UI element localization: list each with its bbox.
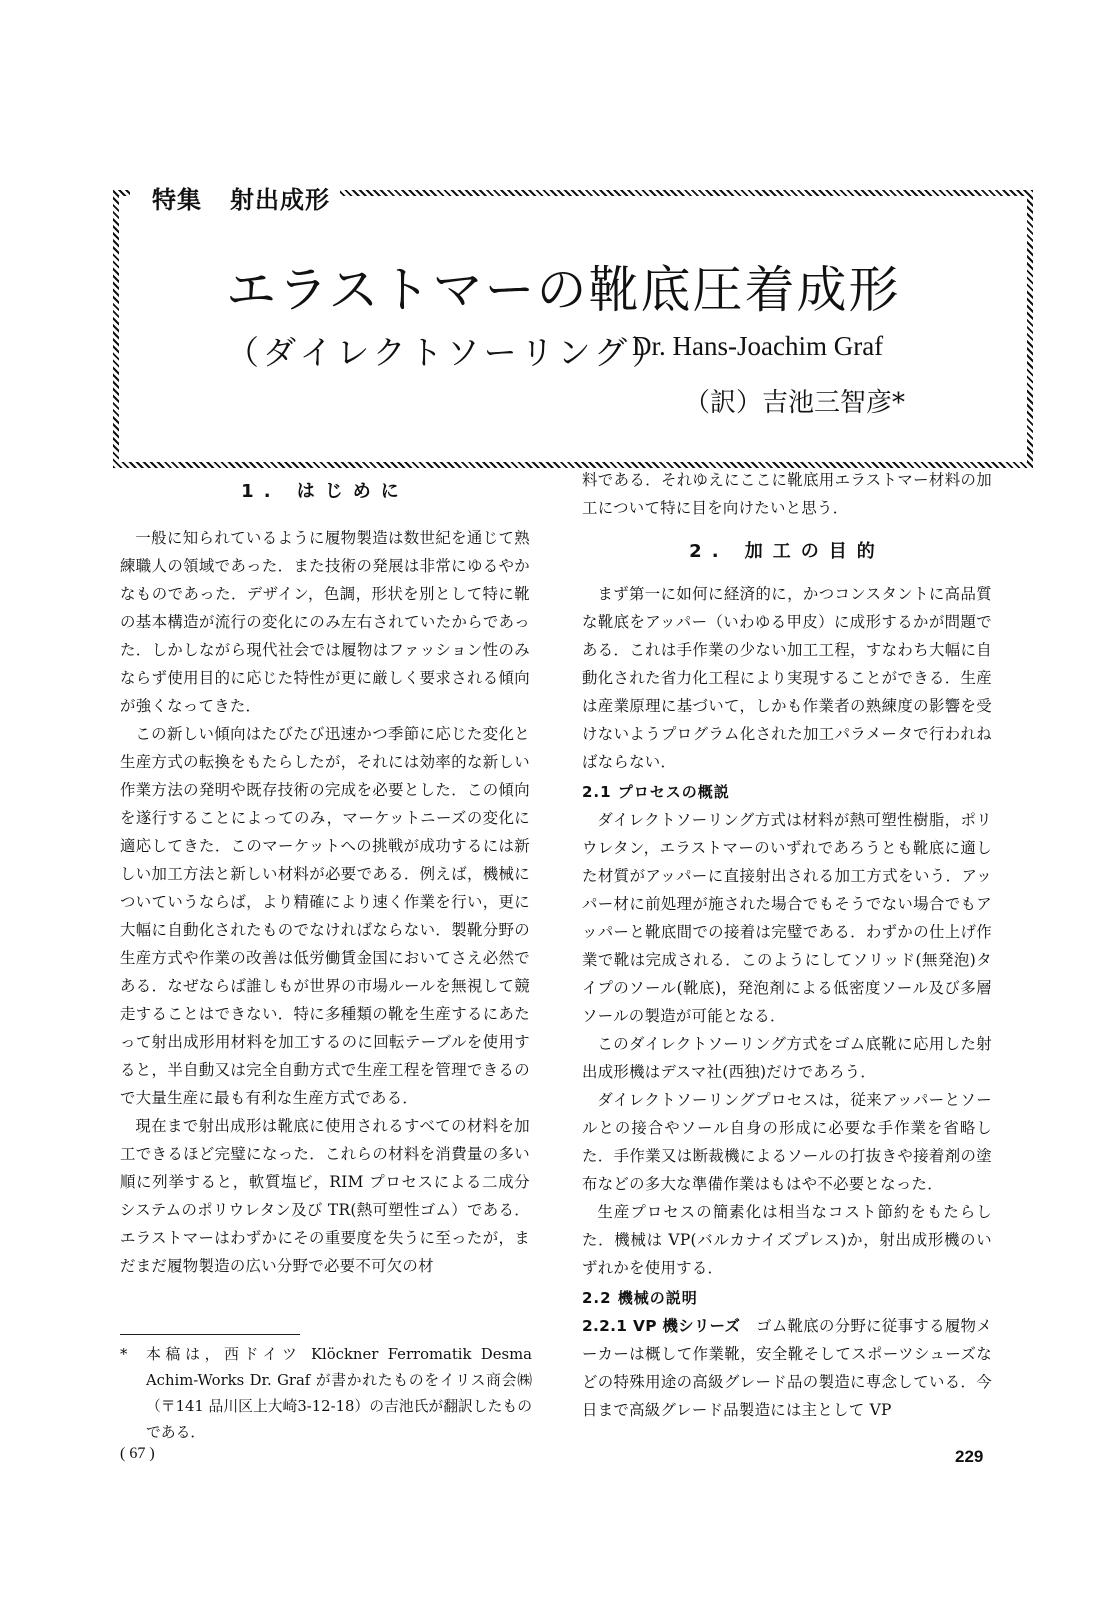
paragraph-continuation: 料である．それゆえにここに靴底用エラストマー材料の加工について特に目を向けたいと思う． (582, 471, 992, 517)
footnote-divider (120, 1334, 300, 1335)
paragraph-2-2-1 (582, 1312, 992, 1424)
left-column (120, 466, 530, 1280)
subsection-heading-2-2: 2.2 機械の説明 (582, 1289, 698, 1307)
paragraph-text: ゴム靴底の分野に従事する履物メーカーは概して作業靴，安全靴そしてスポーツシューズなどの特殊用途の高級グレード品の製造に専念している．今日まで高級グレード品製造には主として VP (582, 1317, 992, 1419)
paragraph: ダイレクトソーリングプロセスは，従来アッパーとソールとの接合やソール自身の形成に必要な手作業を省略した．手作業又は断裁機によるソールの打抜きや接着剤の塗布などの多大な準備作業はもはや不必要となった． (582, 1091, 992, 1193)
paragraph: このダイレクトソーリング方式をゴム底靴に応用した射出成形機はデスマ社(西独)だけであろう． (582, 1035, 992, 1081)
journal-page-number: ( 67 ) (120, 1445, 155, 1462)
translator: （訳）吉池三智彦* (684, 388, 906, 418)
feature-label (130, 180, 340, 215)
footnote-text: 本稿は，西ドイツ Klöckner Ferromatik Desma Achim-Works Dr. Graf が書かれたものをイリス商会㈱（〒141 品川区上大崎3-12-18）の吉池氏が翻訳したものである． (146, 1346, 532, 1441)
subsection-heading-2-1: 2.1 プロセスの概説 (582, 783, 730, 801)
article-subtitle: （ダイレクトソーリング） (226, 333, 670, 372)
footnote (120, 1342, 532, 1446)
right-column (582, 466, 992, 1424)
page-number: 229 (955, 1447, 984, 1466)
author: Dr. Hans-Joachim Graf (632, 331, 884, 361)
paragraph: まず第一に如何に経済的に，かつコンスタントに高品質な靴底をアッパー（いわゆる甲皮）に成形するかが問題である．これは手作業の少ない加工工程，すなわち大幅に自動化された省力化工程により実現することができる．生産は産業原理に基づいて，しかも作業者の熟練度の影響を受けないようプログラム化された加工パラメータで行われねばならない． (582, 585, 992, 771)
feature-topic: 射出成形 (230, 186, 330, 214)
paragraph: この新しい傾向はたびたび迅速かつ季節に応じた変化と生産方式の転換をもたらしたが，それには効率的な新しい作業方法の発明や既存技術の完成を必要とした．この傾向を遂行することによってのみ，マーケットニーズの変化に適応してきた．このマーケットへの挑戦が成功するには新しい加工方法と新しい材料が必要である．例えば，機械についていうならば，より精確により速く作業を行い，更に大幅に自動化されたものでなければならない．製靴分野の生産方式や作業の改善は低労働賃金国においてさえ必然である．なぜならば誰しもが世界の市場ルールを無視して競走することはできない．特に多種類の靴を生産するにあたって射出成形用材料を加工するのに回転テーブルを使用すると，半自動又は完全自動方式で生産工程を管理できるので大量生産に最も有利な生産方式である． (120, 725, 530, 1107)
paragraph: ダイレクトソーリング方式は材料が熱可塑性樹脂，ポリウレタン，エラストマーのいずれであろうとも靴底に適した材質がアッパーに直接射出される加工方式をいう．アッパー材に前処理が施された場合でもそうでない場合でもアッパーと靴底間での接着は完璧である．わずかの仕上げ作業で靴は完成される．このようにしてソリッド(無発泡)タイプのソール(靴底)，発泡剤による低密度ソール及び多層ソールの製造が可能となる． (582, 811, 992, 1025)
paragraph: 生産プロセスの簡素化は相当なコスト節約をもたらした．機械は VP(バルカナイズプレス)か，射出成形機のいずれかを使用する． (582, 1203, 992, 1277)
section-heading-1: 1. はじめに (241, 481, 409, 502)
section-heading-2: 2. 加工の目的 (689, 541, 885, 562)
article-title: エラストマーの靴底圧着成形 (226, 261, 901, 319)
paragraph: 現在まで射出成形は靴底に使用されるすべての材料を加工できるほど完璧になった．これらの材料を消費量の多い順に列挙すると，軟質塩ビ，RIM プロセスによる二成分システムのポリウレタン及び TR(熱可塑性ゴム）である．エラストマーはわずかにその重要度を失うに至ったが，まだまだ履物製造の広い分野で必要不可欠の材 (120, 1117, 530, 1275)
subsection-heading-2-2-1: 2.2.1 VP 機シリーズ (582, 1317, 741, 1335)
footnote-mark: * (120, 1346, 128, 1363)
feature-label-text: 特集 (152, 186, 202, 214)
paragraph: 一般に知られているように履物製造は数世紀を通じて熟練職人の領域であった．また技術の発展は非常にゆるやかなものであった．デザイン，色調，形状を別として特に靴の基本構造が流行の変化にのみ左右されていたからであった．しかしながら現代社会では履物はファッション性のみならず使用目的に応じた特性が更に厳しく要求される傾向が強くなってきた． (120, 529, 530, 715)
